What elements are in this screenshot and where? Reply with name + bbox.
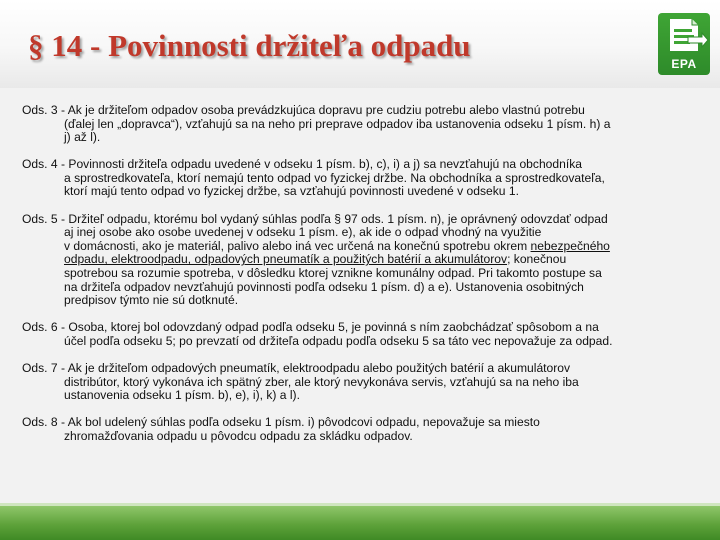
- document-icon: [658, 13, 710, 57]
- header-band: [0, 0, 720, 88]
- text-fragment: ; konečnou: [507, 252, 567, 267]
- paragraph-ods-4: [22, 158, 698, 199]
- text-line: spotrebou sa rozumie spotreba, v dôsledku ktorej vznikne komunálny odpad. Pri takomto postupe sa: [64, 265, 602, 280]
- text-line: a sprostredkovateľa, ktorí nemajú tento odpad vo fyzickej držbe. Na obchodníka a sprostredkovateľa,: [64, 170, 605, 185]
- text-line: (ďalej len „dopravca“), vzťahujú sa na neho pri preprave odpadov iba ustanovenia odseku 1 písm. h) a: [64, 116, 611, 131]
- paragraph-ods-6: [22, 321, 698, 348]
- epa-logo: [658, 13, 710, 75]
- text-fragment: v domácnosti, ako je materiál, palivo alebo iná vec určená na konečnú spotrebu okrem: [64, 238, 531, 253]
- text-line: ustanovenia odseku 1 písm. b), e), i), k) a l).: [64, 388, 300, 403]
- paragraph-ods-5: [22, 213, 698, 308]
- underlined-text: odpadu, elektroodpadu, odpadových pneumatík a použitých batérií a akumulátorov: [64, 252, 508, 267]
- paragraph-ods-8: [22, 416, 698, 443]
- text-line: Ods. 8 - Ak bol udelený súhlas podľa odseku 1 písm. i) pôvodcovi odpadu, nepovažuje sa miesto: [22, 415, 540, 430]
- underlined-text: nebezpečného: [530, 238, 610, 253]
- text-line: ktorí majú tento odpad vo fyzickej držbe, sa vzťahujú povinnosti uvedené v odseku 1.: [64, 184, 519, 199]
- paragraph-ods-3: [22, 104, 698, 145]
- logo-text: EPA: [671, 57, 697, 71]
- text-line: j) až l).: [64, 130, 101, 145]
- text-line: Ods. 4 - Povinnosti držiteľa odpadu uvedené v odseku 1 písm. b), c), i) a j) sa nevzťahujú na obchodníka: [22, 157, 582, 172]
- text-line: predpisov týmto nie sú dotknuté.: [64, 293, 239, 308]
- text-line: zhromažďovania odpadu u pôvodcu odpadu za skládku odpadov.: [64, 428, 413, 443]
- text-line: Ods. 3 - Ak je držiteľom odpadov osoba prevádzkujúca dopravu pre cudziu potrebu alebo vlastnú potrebu: [22, 103, 585, 117]
- text-line: [22, 240, 698, 254]
- footer-bar: [0, 506, 720, 540]
- text-line: účel podľa odseku 5; po prevzatí od držiteľa odpadu podľa odseku 5 sa táto vec nepovažuje za odpad.: [64, 333, 613, 348]
- slide-title: § 14 - Povinnosti držiteľa odpadu: [28, 28, 471, 63]
- text-line: distribútor, ktorý vykonáva ich spätný zber, ale ktorý nevykonáva servis, vzťahujú sa na neho iba: [64, 374, 579, 389]
- text-line: na držiteľa odpadov nevzťahujú povinnosti podľa odseku 1 písm. d) a e). Ustanovenia osobitných: [64, 279, 584, 294]
- text-line: Ods. 6 - Osoba, ktorej bol odovzdaný odpad podľa odseku 5, je povinná s ním zaobchádzať spôsobom a na: [22, 320, 599, 335]
- text-line: aj inej osobe ako osobe uvedenej v odseku 1 písm. e), ak ide o odpad vhodný na využitie: [64, 225, 542, 240]
- content-body: [22, 104, 698, 457]
- text-line: Ods. 7 - Ak je držiteľom odpadových pneumatík, elektroodpadu alebo použitých batérií a akumulátorov: [22, 360, 571, 375]
- text-line: [22, 253, 698, 267]
- paragraph-ods-7: [22, 362, 698, 403]
- text-line: Ods. 5 - Držiteľ odpadu, ktorému bol vydaný súhlas podľa § 97 ods. 1 písm. n), je oprávnený odovzdať odpad: [22, 211, 608, 226]
